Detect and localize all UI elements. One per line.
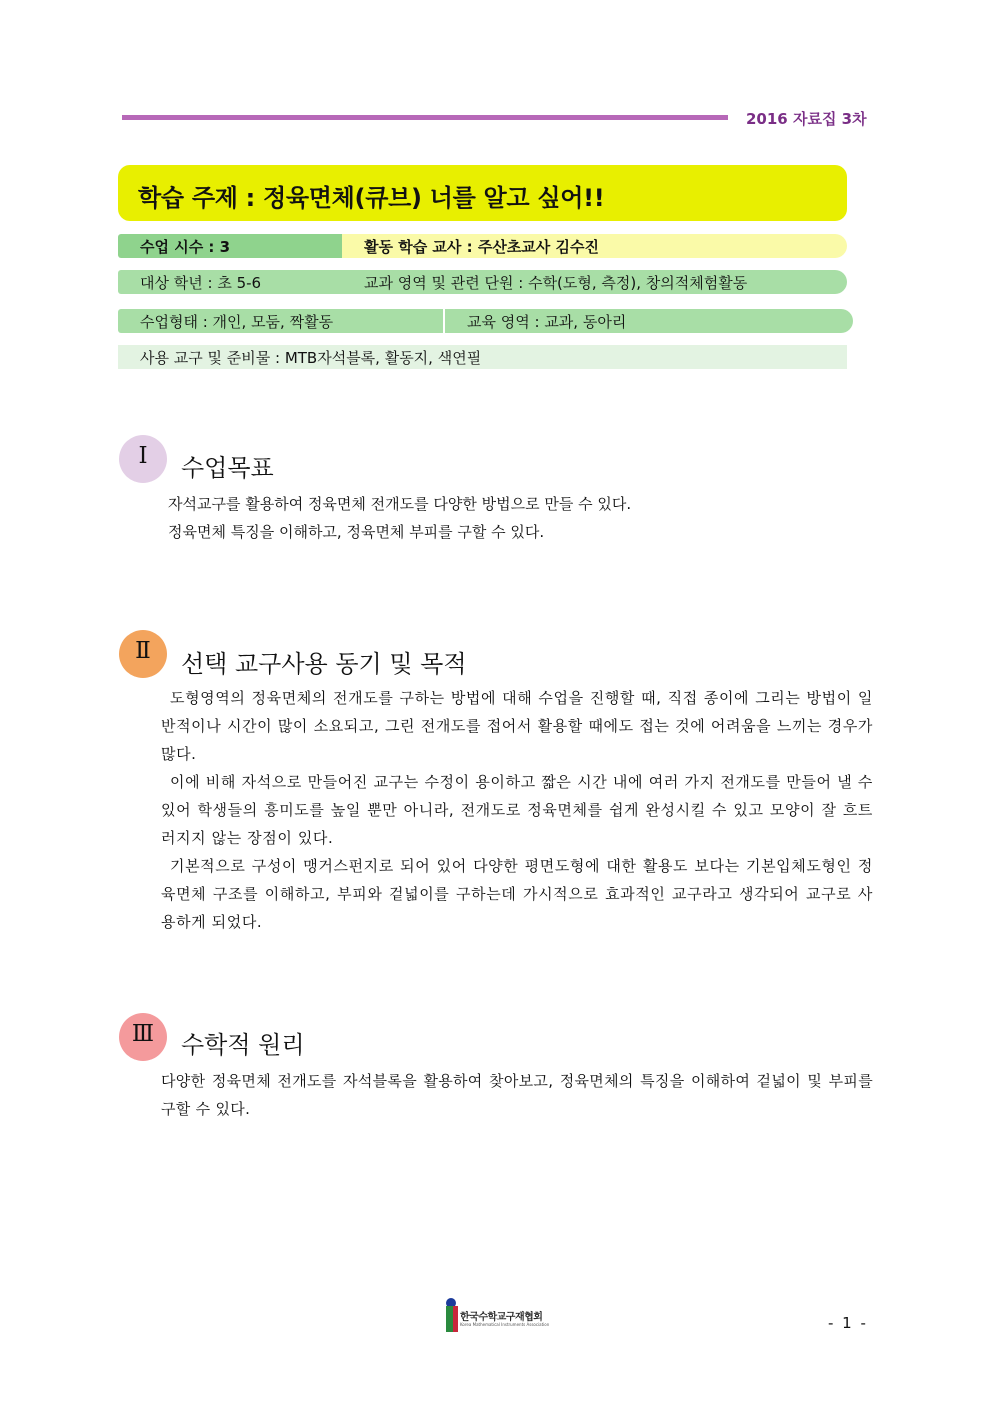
section-2-numeral: Ⅱ (135, 638, 151, 664)
target-grade-cell (118, 270, 342, 294)
section-1-heading: 수업목표 (181, 454, 274, 482)
section-3-numeral: Ⅲ (131, 1021, 155, 1047)
lesson-hours: 수업 시수 : 3 (140, 238, 231, 256)
tools-and-materials: 사용 교구 및 준비물 : MTB자석블록, 활동지, 색연필 (140, 349, 482, 367)
logo-subtext: Korea Mathematical Instruments Association (460, 1322, 550, 1327)
motive-paragraph: 기본적으로 구성이 맹거스펀지로 되어 있어 다양한 평면도형에 대한 활용도 보다는 기본입체도형인 정육면체 구조를 이해하고, 부피와 겉넓이를 구하는데 가시적으로 효과적인 교구라고 생각되어 교구로 사용하게 되었다. (161, 857, 873, 931)
lesson-title-box (118, 165, 847, 221)
section-3-numeral-badge (119, 1013, 167, 1061)
education-domain: 교육 영역 : 교과, 동아리 (467, 313, 627, 331)
class-form: 수업형태 : 개인, 모둠, 짝활동 (140, 313, 334, 331)
motive-paragraph: 이에 비해 자석으로 만들어진 교구는 수정이 용이하고 짧은 시간 내에 여러 가지 전개도를 만들어 낼 수 있어 학생들의 흥미도를 높일 뿐만 아니라, 전개도로 정육면체를 쉽게 완성시킬 수 있고 모양이 잘 흐트러지지 않는 장점이 있다. (161, 773, 873, 847)
goal-line: 자석교구를 활용하여 정육면체 전개도를 다양한 방법으로 만들 수 있다. (168, 495, 632, 513)
class-form-cell (118, 309, 443, 333)
collection-label: 2016 자료집 3차 (746, 110, 867, 128)
logo-text: 한국수학교구재협회 (460, 1312, 543, 1323)
section-3-heading: 수학적 원리 (181, 1031, 305, 1059)
section-2-numeral-badge (119, 630, 167, 678)
header-divider-line (122, 115, 728, 120)
subject-area-cell (342, 270, 847, 294)
goal-line: 정육면체 특징을 이해하고, 정육면체 부피를 구할 수 있다. (168, 523, 545, 541)
lesson-teacher: 활동 학습 교사 : 주산초교사 김수진 (364, 238, 599, 256)
lesson-hours-cell (118, 234, 342, 258)
motive-paragraph: 도형영역의 정육면체의 전개도를 구하는 방법에 대해 수업을 진행할 때, 직접 종이에 그리는 방법이 일반적이나 시간이 많이 소요되고, 그린 전개도를 접어서 활용할 때에도 접는 것에 어려움을 느끼는 경우가 많다. (161, 689, 873, 763)
tools-cell (118, 345, 847, 369)
section-1-numeral-badge (119, 435, 167, 483)
section-2-heading: 선택 교구사용 동기 및 목적 (181, 650, 467, 678)
subject-area: 교과 영역 및 관련 단원 : 수학(도형, 측정), 창의적체험활동 (364, 274, 748, 292)
lesson-title: 학습 주제 : 정육면체(큐브) 너를 알고 싶어!! (138, 184, 605, 212)
logo-green-bar (446, 1306, 453, 1332)
education-domain-cell (445, 309, 853, 333)
section-3-body: 다양한 정육면체 전개도를 자석블록을 활용하여 찾아보고, 정육면체의 특징을 이해하여 겉넓이 및 부피를 구할 수 있다. (161, 1072, 873, 1118)
section-1-body (168, 490, 631, 546)
association-logo (446, 1298, 551, 1334)
target-grade: 대상 학년 : 초 5-6 (140, 274, 262, 292)
section-2-body (161, 684, 873, 936)
lesson-teacher-cell (342, 234, 847, 258)
page-number: - 1 - (828, 1314, 868, 1332)
logo-red-bar (453, 1306, 458, 1332)
section-1-numeral: Ⅰ (138, 443, 148, 469)
